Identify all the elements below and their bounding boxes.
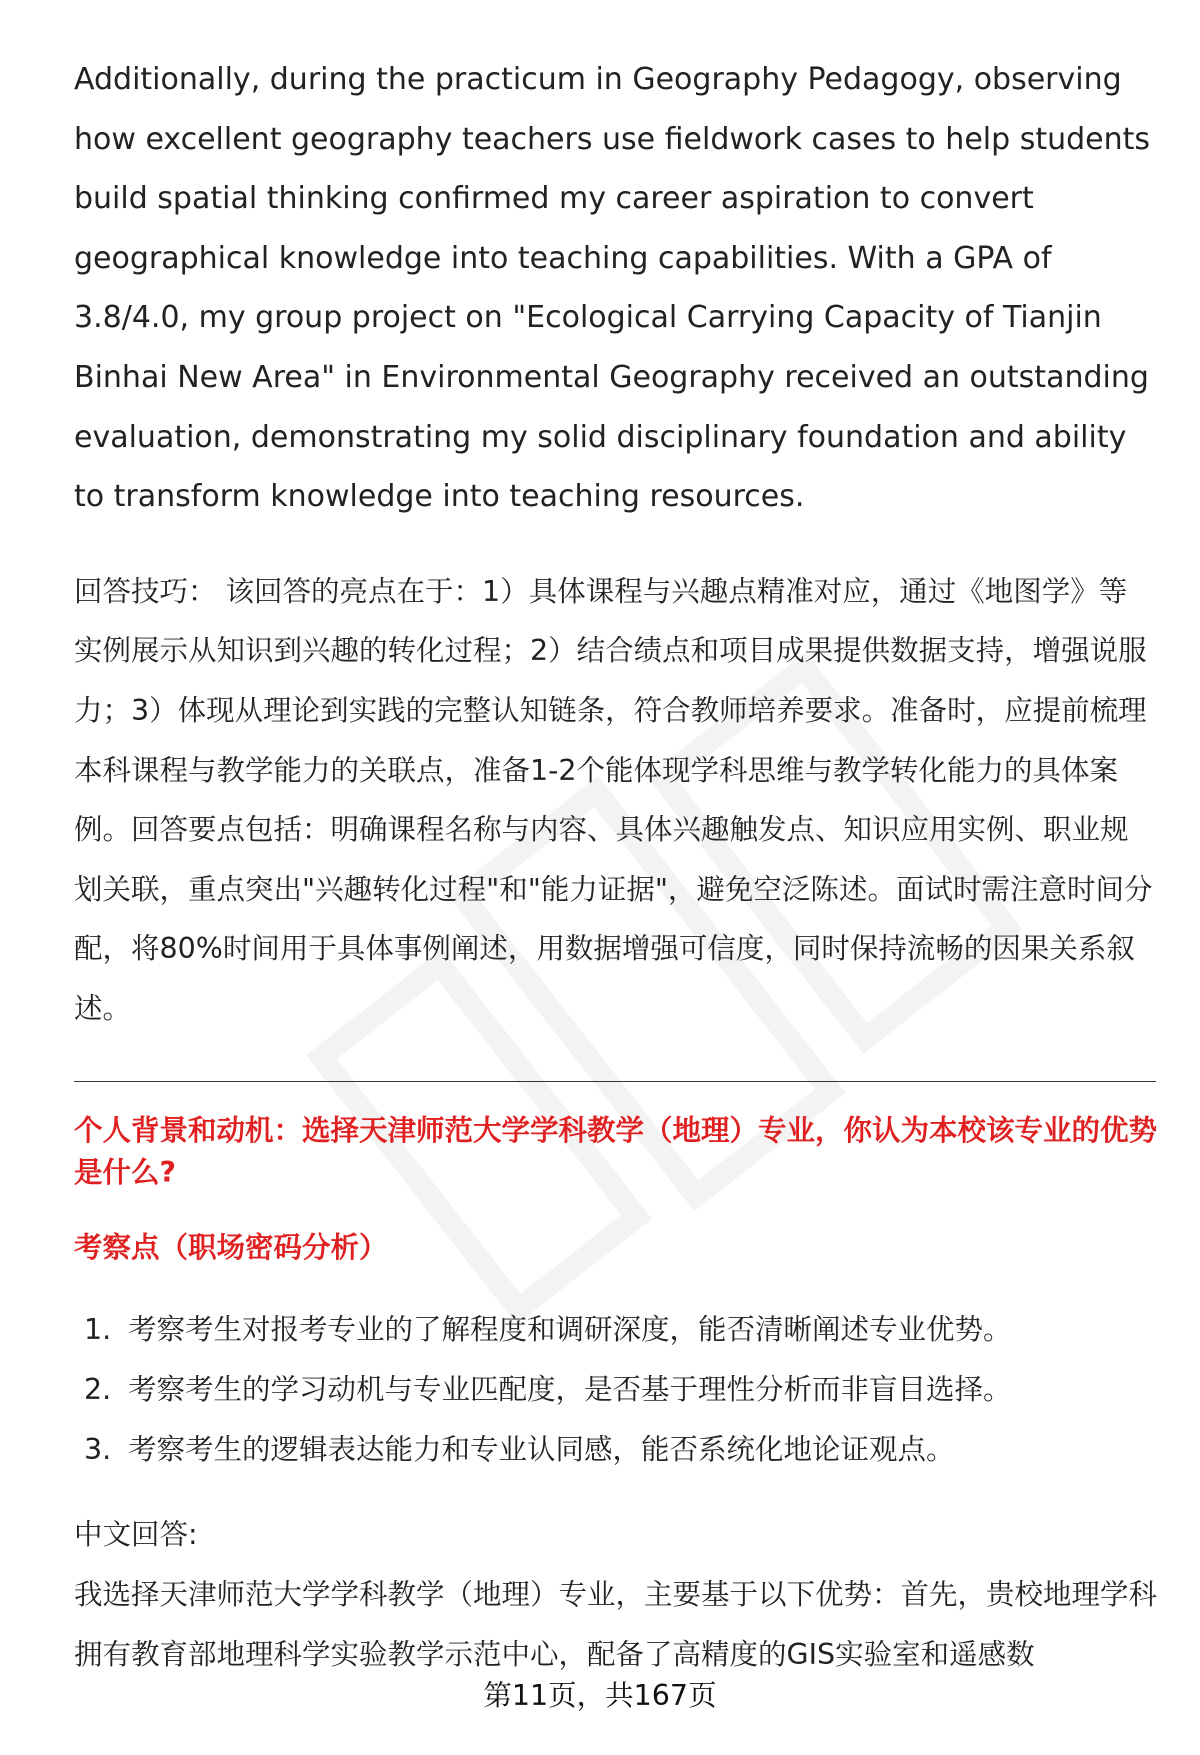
- list-item-text: 考察考生的学习动机与专业匹配度，是否基于理性分析而非盲目选择。: [128, 1373, 1012, 1406]
- chinese-answer-text: 我选择天津师范大学学科教学（地理）专业，主要基于以下优势：首先，贵校地理学科拥有教育部地理科学实验教学示范中心，配备了高精度的GIS实验室和遥感数: [74, 1578, 1158, 1671]
- list-item: [84, 1300, 1012, 1360]
- list-item: [84, 1420, 1012, 1480]
- english-answer-paragraph: Additionally, during the practicum in Geography Pedagogy, observing how excellent geography teachers use fieldwork cases to help students build spatial thinking confirmed my career aspiration to convert geographical knowledge into teaching capabilities. With a GPA of 3.8/4.0, my group project on "Ecological Carrying Capacity of Tianjin Binhai New Area" in Environmental Geography received an outstanding evaluation, demonstrating my solid disciplinary foundation and ability to transform knowledge into teaching resources.: [74, 62, 1151, 515]
- list-item-number: 3.: [84, 1433, 112, 1466]
- list-item-number: 1.: [84, 1313, 112, 1346]
- chinese-answer-label: 中文回答:: [74, 1518, 198, 1551]
- page-number-footer: 第11页，共167页: [483, 1679, 717, 1712]
- answer-tips-paragraph: 回答技巧： 该回答的亮点在于：1）具体课程与兴趣点精准对应，通过《地图学》等实例展示从知识到兴趣的转化过程；2）结合绩点和项目成果提供数据支持，增强说服力；3）体现从理论到实践的完整认知链条，符合教师培养要求。准备时，应提前梳理本科课程与教学能力的关联点，准备1-2个能体现学科思维与教学转化能力的具体案例。回答要点包括：明确课程名称与内容、具体兴趣触发点、知识应用实例、职业规划关联，重点突出"兴趣转化过程"和"能力证据"，避免空泛陈述。面试时需注意时间分配，将80%时间用于具体事例阐述，用数据增强可信度，同时保持流畅的因果关系叙述。: [74, 574, 1153, 1025]
- question-heading: 个人背景和动机：选择天津师范大学学科教学（地理）专业，你认为本校该专业的优势是什么?: [74, 1114, 1158, 1189]
- list-item: [84, 1360, 1012, 1420]
- assessment-points-list: [84, 1300, 1012, 1480]
- list-item-number: 2.: [84, 1373, 112, 1406]
- list-item-text: 考察考生对报考专业的了解程度和调研深度，能否清晰阐述专业优势。: [128, 1313, 1012, 1346]
- list-item-text: 考察考生的逻辑表达能力和专业认同感，能否系统化地论证观点。: [128, 1433, 955, 1466]
- section-divider: [74, 1081, 1156, 1082]
- page-content: [74, 50, 1154, 1039]
- assessment-heading: 考察点（职场密码分析）: [74, 1231, 388, 1264]
